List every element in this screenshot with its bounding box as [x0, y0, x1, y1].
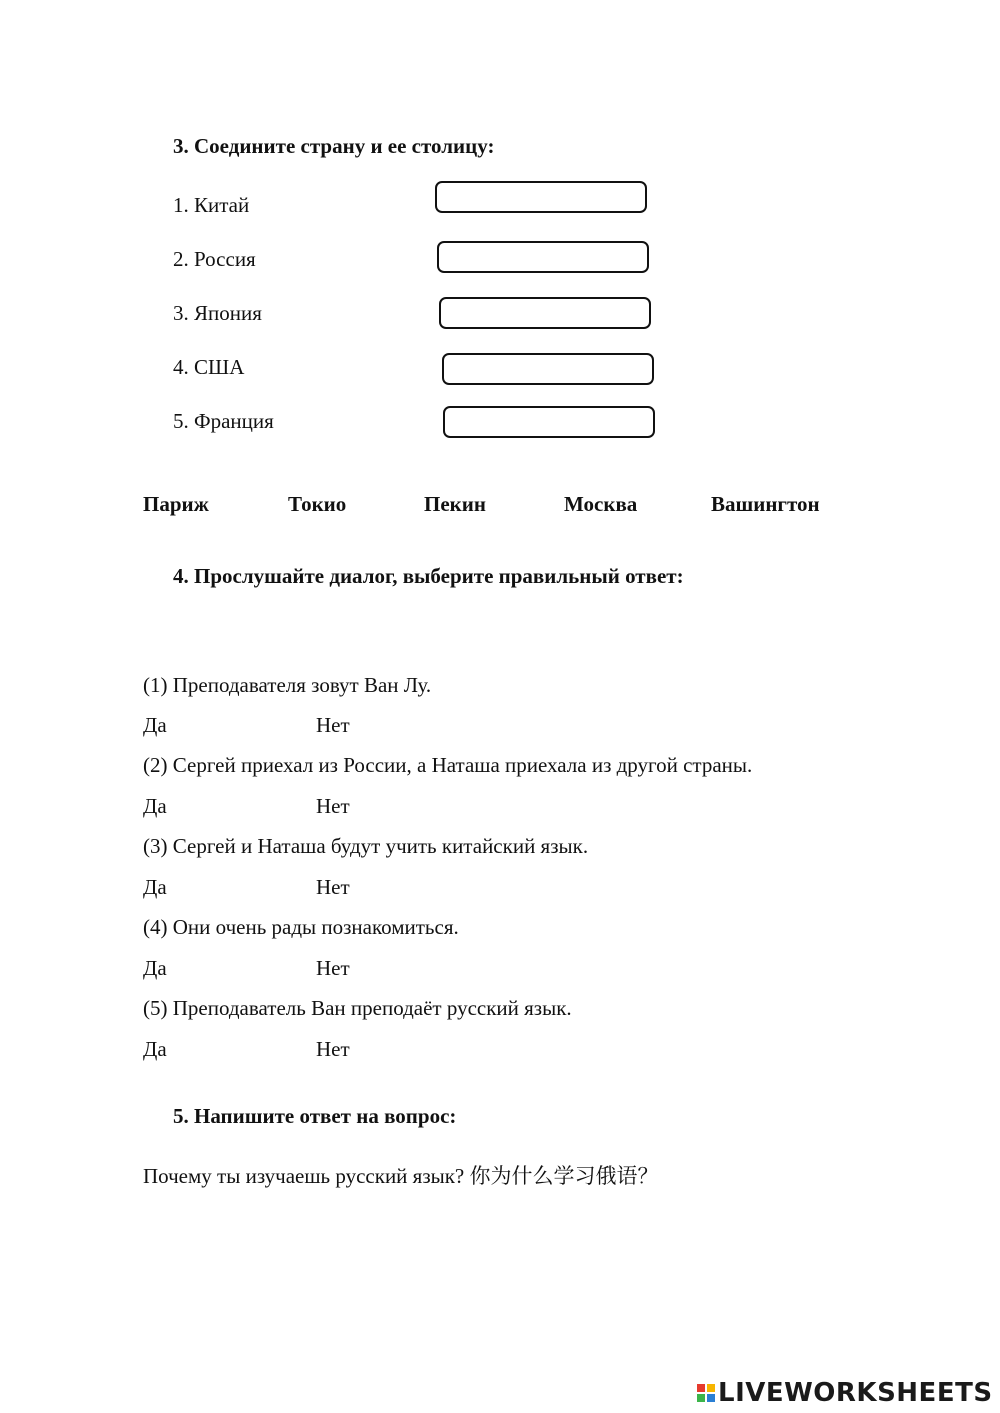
capital-answer-box-5[interactable]: [443, 406, 655, 438]
capital-answer-box-1[interactable]: [435, 181, 647, 213]
no-option[interactable]: Нет: [316, 794, 350, 818]
no-option[interactable]: Нет: [316, 875, 350, 899]
capital-option[interactable]: Москва: [564, 492, 638, 516]
country-item: 1. Китай: [173, 193, 250, 217]
yes-option[interactable]: Да: [143, 1037, 167, 1061]
capital-option[interactable]: Токио: [288, 492, 347, 516]
country-item: 5. Франция: [173, 409, 274, 433]
country-item: 3. Япония: [173, 301, 262, 325]
country-item: 2. Россия: [173, 247, 256, 271]
statement: (1) Преподавателя зовут Ван Лу.: [143, 673, 432, 697]
statement: (2) Сергей приехал из России, а Наташа приехала из другой страны.: [143, 753, 753, 777]
no-option[interactable]: Нет: [316, 713, 350, 737]
logo-grid-icon: [697, 1384, 715, 1402]
capital-answer-box-2[interactable]: [437, 241, 649, 273]
yes-option[interactable]: Да: [143, 875, 167, 899]
capital-option[interactable]: Пекин: [424, 492, 486, 516]
liveworksheets-logo: [697, 1378, 993, 1408]
q5-title: 5. Напишите ответ на вопрос:: [173, 1104, 457, 1128]
yes-option[interactable]: Да: [143, 713, 167, 737]
capital-option[interactable]: Париж: [143, 492, 209, 516]
capital-option[interactable]: Вашингтон: [711, 492, 820, 516]
statement: (3) Сергей и Наташа будут учить китайский язык.: [143, 834, 589, 858]
q5-question: Почему ты изучаешь русский язык? 你为什么学习俄语？: [143, 1164, 659, 1188]
no-option[interactable]: Нет: [316, 956, 350, 980]
q3-title: 3. Соедините страну и ее столицу:: [173, 134, 495, 158]
q4-title: 4. Прослушайте диалог, выберите правильный ответ:: [173, 564, 684, 588]
yes-option[interactable]: Да: [143, 794, 167, 818]
yes-option[interactable]: Да: [143, 956, 167, 980]
capital-answer-box-4[interactable]: [442, 353, 654, 385]
country-item: 4. США: [173, 355, 245, 379]
no-option[interactable]: Нет: [316, 1037, 350, 1061]
logo-text: LIVEWORKSHEETS: [718, 1378, 993, 1408]
capital-answer-box-3[interactable]: [439, 297, 651, 329]
statement: (5) Преподаватель Ван преподаёт русский язык.: [143, 996, 572, 1020]
statement: (4) Они очень рады познакомиться.: [143, 915, 459, 939]
